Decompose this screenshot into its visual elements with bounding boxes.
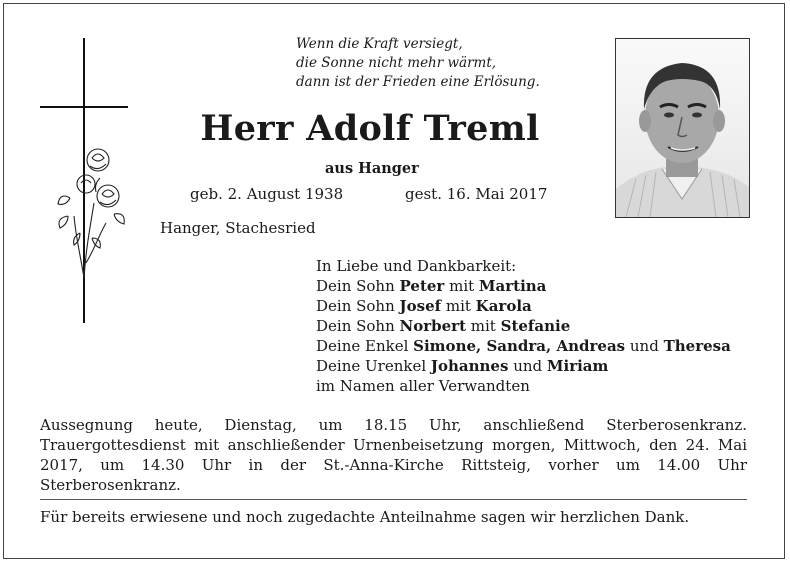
birth-date: geb. 2. August 1938: [190, 185, 344, 203]
family-line: [316, 316, 731, 336]
motto-line: Wenn die Kraft versiegt,: [296, 36, 463, 52]
family-closing: im Namen aller Verwandten: [316, 377, 530, 395]
relation-text: Deine Urenkel: [316, 357, 431, 375]
connector-text: mit: [466, 317, 501, 335]
connector-text: mit: [444, 277, 479, 295]
relation-text: Dein Sohn: [316, 277, 400, 295]
death-date: gest. 16. Mai 2017: [405, 185, 548, 203]
relative-name: Simone, Sandra, Andreas: [413, 337, 626, 355]
relation-text: Dein Sohn: [316, 297, 400, 315]
thanks-line: Für bereits erwiesene und noch zugedachte Anteilnahme sagen wir herzlichen Dank.: [40, 508, 690, 526]
relative-name: Miriam: [546, 357, 609, 375]
motto-line: dann ist der Frieden eine Erlösung.: [296, 74, 540, 90]
relation-text: Deine Enkel: [316, 337, 414, 355]
connector-text: und: [508, 357, 547, 375]
family-line: [316, 296, 731, 316]
connector-text: mit: [441, 297, 476, 315]
family-list: [316, 256, 731, 396]
service-notice: Aussegnung heute, Dienstag, um 18.15 Uhr, anschließend Sterberosenkranz. Trauergottesdienst mit anschließender Urnenbeisetzung morgen, Mittwoch, den 24. Mai 2017, um 14.30 Uhr in der St.-Anna-Kirche Rittsteig, vorher um 14.00 Uhr Sterberosenkranz.: [40, 416, 747, 494]
connector-text: und: [625, 337, 664, 355]
deceased-origin: aus Hanger: [325, 160, 419, 177]
family-line: [316, 336, 731, 356]
relative-name: Josef: [399, 297, 442, 315]
relative-name: Peter: [399, 277, 445, 295]
deceased-name: Herr Adolf Treml: [200, 108, 540, 149]
family-intro: In Liebe und Dankbarkeit:: [316, 257, 517, 275]
divider: [40, 499, 747, 500]
relative-name: Johannes: [430, 357, 509, 375]
relative-name: Stefanie: [500, 317, 571, 335]
portrait-photo: [615, 38, 750, 218]
family-line: [316, 276, 731, 296]
residence: Hanger, Stachesried: [160, 219, 316, 237]
family-line: [316, 356, 731, 376]
motto-verse: [296, 35, 540, 92]
cross-with-roses-icon: [40, 38, 135, 323]
relation-text: Dein Sohn: [316, 317, 400, 335]
relative-name: Karola: [475, 297, 532, 315]
relative-name: Martina: [478, 277, 547, 295]
relative-name: Norbert: [399, 317, 467, 335]
relative-name: Theresa: [663, 337, 731, 355]
motto-line: die Sonne nicht mehr wärmt,: [296, 55, 497, 71]
